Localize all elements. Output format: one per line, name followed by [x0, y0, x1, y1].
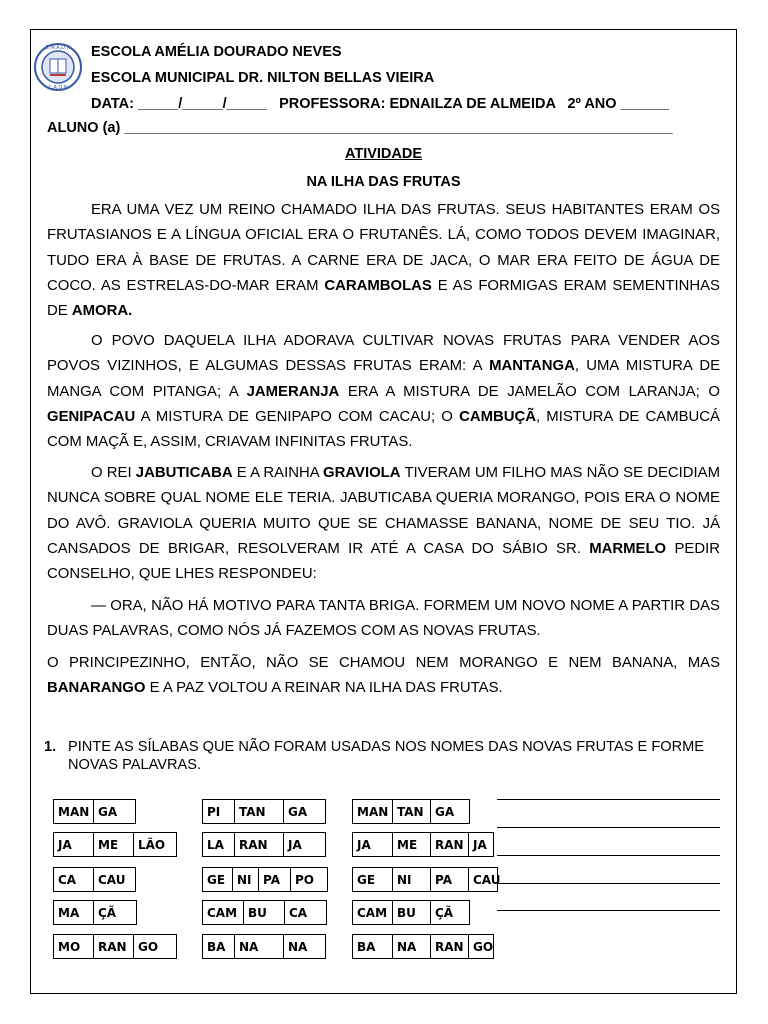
syllable-cell[interactable]: NI — [233, 868, 259, 891]
syllable-cell[interactable]: CAU — [473, 872, 501, 887]
fruit-name: GENIPACAU — [47, 408, 136, 425]
syllable-cell[interactable]: RAN — [235, 833, 284, 856]
syllable-cell[interactable]: CA — [54, 868, 94, 891]
syllable-cell[interactable]: MAN — [353, 800, 393, 823]
syllable-cell[interactable]: RAN — [431, 935, 469, 958]
syllable-cell[interactable]: CAM — [203, 901, 244, 924]
syllable-cell[interactable]: PA — [259, 868, 291, 891]
syllable-cell[interactable]: BA — [353, 935, 393, 958]
syllable-cell[interactable]: TAN — [235, 800, 284, 823]
story-paragraph-2 — [47, 329, 720, 455]
story-text: , MISTURA DE CAMBUCÁ COM MAÇÃ E, ASSIM, CRIAVAM INFINITAS FRUTAS. — [47, 408, 720, 451]
syllable-cell[interactable]: BA — [203, 935, 235, 958]
syllable-group — [202, 867, 328, 892]
syllable-cell[interactable]: GE — [203, 868, 233, 891]
school-name-1: ESCOLA AMÉLIA DOURADO NEVES — [91, 44, 342, 60]
syllable-cell[interactable]: MO — [54, 935, 94, 958]
syllable-group — [53, 832, 177, 857]
fruit-name: GRAVIOLA — [323, 465, 401, 481]
fruit-name: CAMBUÇÃ — [459, 408, 536, 425]
syllable-group — [202, 832, 326, 857]
syllable-cell[interactable]: GO — [473, 939, 494, 954]
story-text: E A RAINHA — [232, 465, 324, 481]
syllable-cell[interactable]: JA — [353, 833, 393, 856]
syllable-cell[interactable]: LA — [203, 833, 235, 856]
logo-bottom-text: C.A.D.N — [48, 85, 68, 91]
story-paragraph-5 — [47, 651, 720, 702]
syllable-cell[interactable]: GA — [98, 804, 118, 819]
syllable-cell[interactable]: JA — [288, 837, 302, 852]
syllable-cell[interactable]: ÇÃ — [98, 905, 117, 920]
syllable-group — [53, 867, 136, 892]
fruit-name: JAMERANJA — [246, 383, 340, 400]
story-text: TIVERAM UM FILHO MAS NÃO SE DECIDIAM NUNCA SOBRE QUAL NOME ELE TERIA. JABUTICABA QUERIA MORANGO, POIS ERA O NOME DO AVÔ. GRAVIOLA QUERIA MUITO QUE SE CHAMASSE BANANA, NOME DE SEU TIO. JÁ CANSADOS DE BRIGAR, RESOLVERAM IR ATÉ A CASA DO SÁBIO SR. — [47, 465, 720, 557]
syllable-cell[interactable]: GO — [138, 939, 159, 954]
answer-line[interactable] — [497, 799, 720, 800]
school-name-2: ESCOLA MUNICIPAL DR. NILTON BELLAS VIEIRA — [91, 70, 435, 86]
syllable-group — [202, 799, 326, 824]
story-text: PEDIR CONSELHO, QUE LHES RESPONDEU: — [47, 540, 720, 583]
story-text: ERA A MISTURA DE JAMELÃO COM LARANJA; O — [339, 383, 720, 400]
story-text: A MISTURA DE GENIPAPO COM CACAU; O — [135, 408, 460, 425]
syllable-cell[interactable]: NA — [393, 935, 431, 958]
question-text: PINTE AS SÍLABAS QUE NÃO FORAM USADAS NOS NOMES DAS NOVAS FRUTAS E FORME NOVAS PALAVRAS. — [68, 739, 705, 773]
answer-line[interactable] — [497, 827, 720, 828]
activity-title: ATIVIDADE — [344, 146, 423, 162]
syllable-cell[interactable]: PA — [431, 868, 469, 891]
answer-line[interactable] — [497, 855, 720, 856]
syllable-cell[interactable]: RAN — [94, 935, 134, 958]
syllable-group — [202, 934, 326, 959]
syllable-cell[interactable]: BU — [244, 901, 285, 924]
syllable-group — [202, 900, 327, 925]
syllable-cell[interactable]: CAU — [98, 872, 126, 887]
syllable-group — [53, 799, 136, 824]
syllable-cell[interactable]: BU — [393, 901, 431, 924]
syllable-cell[interactable]: JA — [54, 833, 94, 856]
story-text: ERA UMA VEZ UM REINO CHAMADO ILHA DAS FRUTAS. SEUS HABITANTES ERAM OS FRUTASIANOS E A LÍNGUA OFICIAL ERA O FRUTANÊS. LÁ, COMO TODOS DEVEM IMAGINAR, TUDO ERA À BASE DE FRUTAS. A CARNE ERA DE JACA, O MAR ERA FEITO DE ÁGUA DE COCO. AS ESTRELAS-DO-MAR ERAM — [47, 202, 720, 294]
question-number: 1. — [44, 739, 57, 755]
date-teacher-line: DATA: _____/_____/_____ PROFESSORA: EDNAILZA DE ALMEIDA 2º ANO ______ — [91, 96, 669, 112]
syllable-cell[interactable]: MA — [54, 901, 94, 924]
syllable-cell[interactable]: RAN — [431, 833, 469, 856]
syllable-group — [352, 900, 470, 925]
story-text: O PRINCIPEZINHO, ENTÃO, NÃO SE CHAMOU NEM MORANGO E NEM BANANA, MAS — [47, 655, 720, 671]
syllable-cell[interactable]: CAM — [353, 901, 393, 924]
syllable-cell[interactable]: MAN — [54, 800, 94, 823]
student-name-line: ALUNO (a) ____________________________________________________________________ — [47, 120, 673, 136]
fruit-name: MARMELO — [589, 540, 667, 557]
syllable-group — [352, 799, 470, 824]
syllable-cell[interactable]: NA — [235, 935, 284, 958]
fruit-name: AMORA. — [71, 303, 133, 320]
syllable-cell[interactable]: PO — [295, 872, 314, 887]
syllable-cell[interactable]: PI — [203, 800, 235, 823]
story-text: , UMA MISTURA DE MANGA COM PITANGA; A — [47, 358, 721, 400]
syllable-cell[interactable]: ÇÃ — [435, 905, 454, 920]
syllable-group — [53, 934, 177, 959]
syllable-cell[interactable]: CA — [289, 905, 308, 920]
syllable-cell[interactable]: JA — [473, 837, 487, 852]
fruit-name: MANTANGA — [489, 358, 575, 375]
story-text: E A PAZ VOLTOU A REINAR NA ILHA DAS FRUTAS. — [145, 680, 503, 697]
story-paragraph-3 — [47, 461, 720, 587]
answer-line[interactable] — [497, 910, 720, 911]
fruit-name: JABUTICABA — [135, 465, 233, 481]
story-paragraph-1 — [47, 198, 720, 324]
syllable-cell[interactable]: TAN — [393, 800, 431, 823]
school-logo — [33, 42, 83, 92]
story-paragraph-4 — [47, 594, 720, 645]
story-text: O REI — [91, 465, 136, 481]
answer-line[interactable] — [497, 883, 720, 884]
story-text: — ORA, NÃO HÁ MOTIVO PARA TANTA BRIGA. FORMEM UM NOVO NOME A PARTIR DAS DUAS PALAVRAS, COMO NÓS JÁ FAZEMOS COM AS NOVAS FRUTAS. — [47, 598, 720, 640]
syllable-cell[interactable]: GE — [353, 868, 393, 891]
syllable-cell[interactable]: NA — [288, 939, 308, 954]
syllable-cell[interactable]: ME — [393, 833, 431, 856]
story-text: E AS FORMIGAS ERAM SEMENTINHAS DE — [47, 277, 720, 320]
logo-top-text: E.M.A.D.N — [45, 45, 71, 51]
fruit-name: BANARANGO — [47, 680, 146, 697]
syllable-group — [352, 832, 494, 857]
syllable-cell[interactable]: GA — [288, 804, 308, 819]
syllable-cell[interactable]: NI — [393, 868, 431, 891]
syllable-cell[interactable]: GA — [435, 804, 455, 819]
story-text: O POVO DAQUELA ILHA ADORAVA CULTIVAR NOVAS FRUTAS PARA VENDER AOS POVOS VIZINHOS, E ALGUMAS DESSAS FRUTAS ERAM: A — [47, 333, 720, 375]
syllable-group — [53, 900, 137, 925]
syllable-group — [352, 867, 501, 892]
syllable-cell[interactable]: LÃO — [138, 837, 166, 852]
fruit-name: CARAMBOLAS — [324, 277, 432, 294]
syllable-group — [352, 934, 494, 959]
story-title: NA ILHA DAS FRUTAS — [306, 174, 461, 190]
syllable-cell[interactable]: ME — [94, 833, 134, 856]
